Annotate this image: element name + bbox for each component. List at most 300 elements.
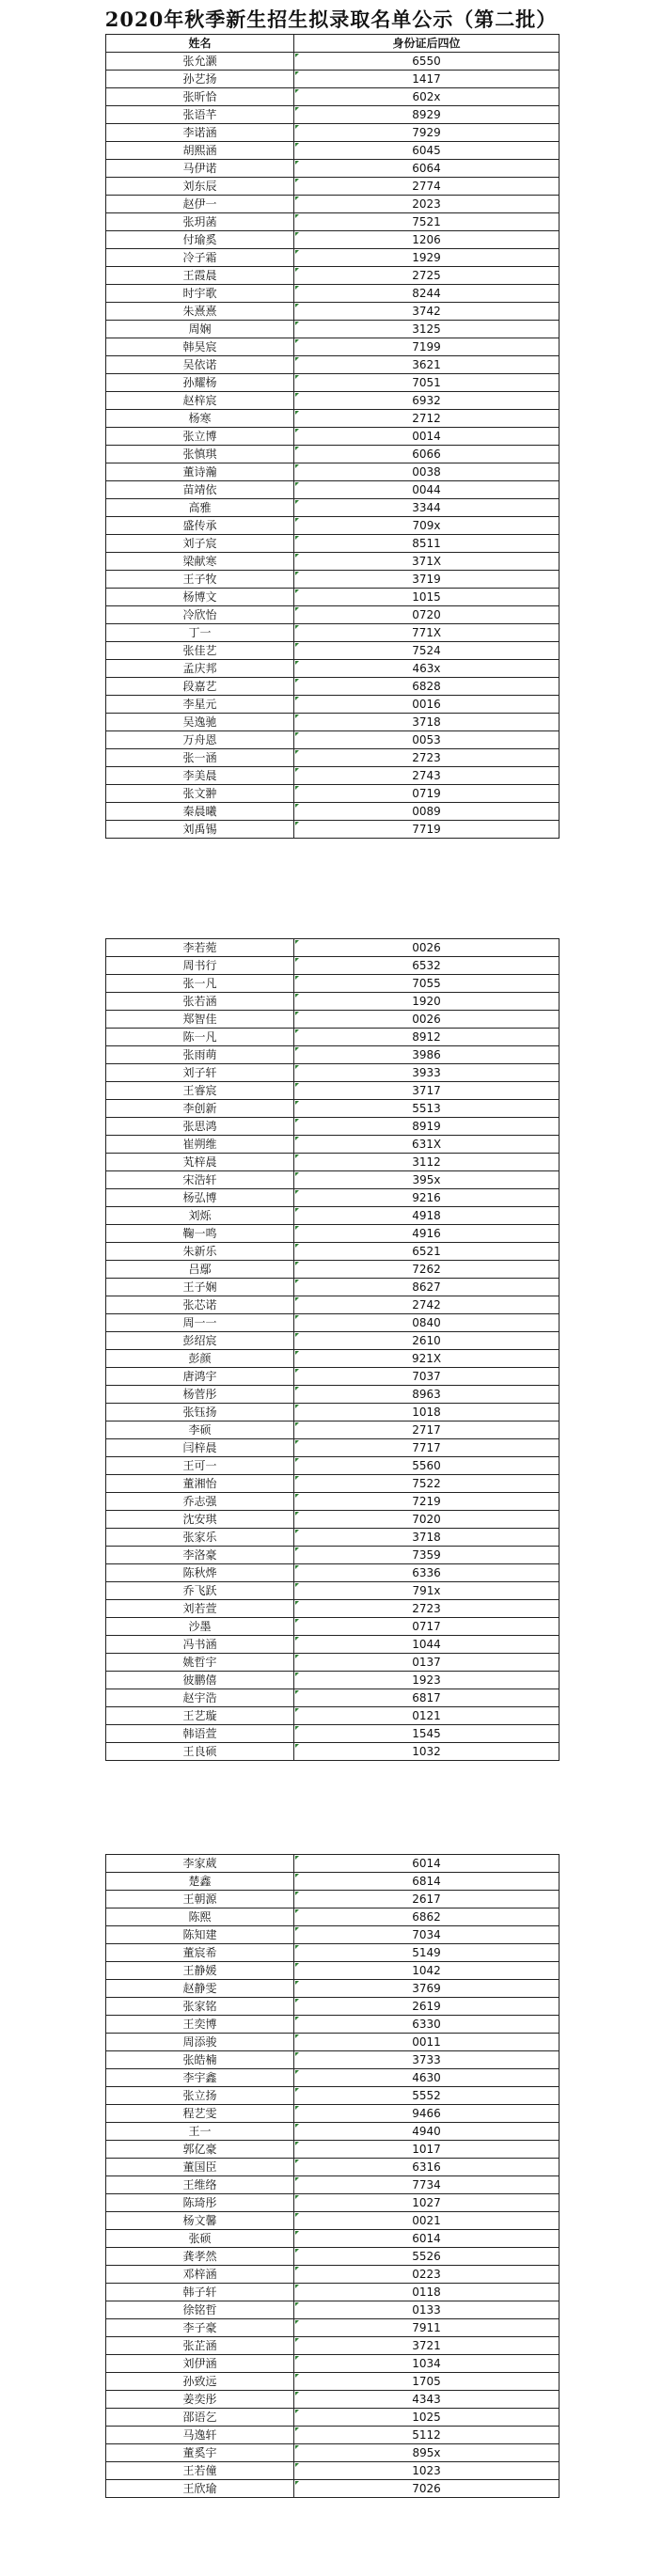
student-name-cell: 陈熙 — [106, 1908, 294, 1926]
table-row — [106, 124, 560, 142]
id-last-four-cell: 7026 — [294, 2480, 560, 2498]
student-name-cell: 杨弘博 — [106, 1189, 294, 1207]
table-row — [106, 392, 560, 410]
table-row — [106, 1082, 560, 1100]
id-last-four-cell: 5526 — [294, 2248, 560, 2266]
student-name-cell: 张一涵 — [106, 749, 294, 767]
student-name-cell: 赵梓宸 — [106, 392, 294, 410]
table-row — [106, 1944, 560, 1962]
table-row — [106, 553, 560, 571]
student-name-cell: 马伊诺 — [106, 160, 294, 178]
admission-table-part-2 — [105, 938, 560, 1761]
student-name-cell: 苗靖依 — [106, 481, 294, 499]
id-last-four-cell: 6932 — [294, 392, 560, 410]
student-name-cell: 赵伊一 — [106, 196, 294, 213]
student-name-cell: 丁一 — [106, 624, 294, 642]
id-last-four-cell: 395x — [294, 1171, 560, 1189]
student-name-cell: 刘若萱 — [106, 1600, 294, 1618]
id-last-four-cell: 1034 — [294, 2355, 560, 2373]
student-name-cell: 彭颜 — [106, 1350, 294, 1368]
student-name-cell: 张昕恰 — [106, 88, 294, 106]
table-row — [106, 2427, 560, 2444]
student-name-cell: 秦晨曦 — [106, 803, 294, 821]
student-name-cell: 陈秋烨 — [106, 1564, 294, 1582]
id-last-four-cell: 1044 — [294, 1636, 560, 1654]
id-last-four-cell: 1705 — [294, 2373, 560, 2391]
table-row — [106, 2051, 560, 2069]
student-name-cell: 乔飞跃 — [106, 1582, 294, 1600]
id-last-four-cell: 0026 — [294, 939, 560, 957]
table-row — [106, 1296, 560, 1314]
student-name-cell: 陈琦彤 — [106, 2194, 294, 2212]
table-row — [106, 53, 560, 71]
id-last-four-cell: 771X — [294, 624, 560, 642]
id-last-four-cell: 7717 — [294, 1439, 560, 1457]
id-last-four-cell: 602x — [294, 88, 560, 106]
table-row — [106, 2391, 560, 2409]
student-name-cell: 李宇鑫 — [106, 2069, 294, 2087]
id-last-four-cell: 3933 — [294, 1064, 560, 1082]
table-row — [106, 374, 560, 392]
table-row — [106, 2266, 560, 2284]
table-row — [106, 1422, 560, 1439]
id-last-four-cell: 2610 — [294, 1332, 560, 1350]
table-row — [106, 1207, 560, 1225]
id-last-four-cell: 3769 — [294, 1980, 560, 1998]
table-row — [106, 2194, 560, 2212]
id-last-four-cell: 6330 — [294, 2016, 560, 2034]
id-last-four-cell: 7037 — [294, 1368, 560, 1386]
id-last-four-cell: 3344 — [294, 499, 560, 517]
student-name-cell: 付瑜奚 — [106, 231, 294, 249]
id-last-four-cell: 6828 — [294, 678, 560, 696]
student-name-cell: 董宸希 — [106, 1944, 294, 1962]
student-name-cell: 吕鄢 — [106, 1261, 294, 1279]
table-row — [106, 2016, 560, 2034]
student-name-cell: 张慎琪 — [106, 446, 294, 463]
id-last-four-cell: 921X — [294, 1350, 560, 1368]
student-name-cell: 王一 — [106, 2123, 294, 2141]
student-name-cell: 杨博文 — [106, 589, 294, 606]
student-name-cell: 刘伊涵 — [106, 2355, 294, 2373]
table-row — [106, 499, 560, 517]
student-name-cell: 万舟恩 — [106, 731, 294, 749]
table-row — [106, 1279, 560, 1296]
table-row — [106, 1873, 560, 1891]
table-row — [106, 821, 560, 839]
table-row — [106, 939, 560, 957]
id-last-four-cell: 6336 — [294, 1564, 560, 1582]
id-column-header: 身份证后四位 — [294, 35, 560, 53]
table-row — [106, 196, 560, 213]
table-row — [106, 535, 560, 553]
student-name-cell: 张文翀 — [106, 785, 294, 803]
student-name-cell: 张皓楠 — [106, 2051, 294, 2069]
id-last-four-cell: 0038 — [294, 463, 560, 481]
table-row — [106, 1154, 560, 1171]
table-row — [106, 1404, 560, 1422]
table-row — [106, 1350, 560, 1368]
id-last-four-cell: 0121 — [294, 1707, 560, 1725]
id-last-four-cell: 3721 — [294, 2337, 560, 2355]
table-row — [106, 88, 560, 106]
table-row — [106, 213, 560, 231]
student-name-cell: 高雅 — [106, 499, 294, 517]
student-name-cell: 程艺雯 — [106, 2105, 294, 2123]
student-name-cell: 邓梓涵 — [106, 2266, 294, 2284]
table-row — [106, 2212, 560, 2230]
id-last-four-cell: 9466 — [294, 2105, 560, 2123]
id-last-four-cell: 6817 — [294, 1689, 560, 1707]
id-last-four-cell: 1032 — [294, 1743, 560, 1761]
table-row — [106, 2373, 560, 2391]
id-last-four-cell: 7051 — [294, 374, 560, 392]
table-row — [106, 1564, 560, 1582]
student-name-cell: 彼鹏僖 — [106, 1672, 294, 1689]
table-row — [106, 785, 560, 803]
table-row — [106, 993, 560, 1011]
student-name-cell: 芄梓晨 — [106, 1154, 294, 1171]
table-row — [106, 1582, 560, 1600]
table-row — [106, 660, 560, 678]
table-row — [106, 975, 560, 993]
id-last-four-cell: 8919 — [294, 1118, 560, 1136]
student-name-cell: 赵静雯 — [106, 1980, 294, 1998]
table-row — [106, 2248, 560, 2266]
student-name-cell: 张允灏 — [106, 53, 294, 71]
student-name-cell: 李若菀 — [106, 939, 294, 957]
student-name-cell: 彭绍宸 — [106, 1332, 294, 1350]
student-name-cell: 梁献寒 — [106, 553, 294, 571]
table-row — [106, 1189, 560, 1207]
student-name-cell: 姚哲宇 — [106, 1654, 294, 1672]
id-last-four-cell: 2725 — [294, 267, 560, 285]
id-last-four-cell: 2712 — [294, 410, 560, 428]
table-row — [106, 624, 560, 642]
id-last-four-cell: 6014 — [294, 1855, 560, 1873]
student-name-cell: 王子娴 — [106, 1279, 294, 1296]
table-row — [106, 2355, 560, 2373]
student-name-cell: 龚孝然 — [106, 2248, 294, 2266]
id-last-four-cell: 3742 — [294, 303, 560, 321]
table-header-row — [106, 35, 560, 53]
table-row — [106, 749, 560, 767]
id-last-four-cell: 0118 — [294, 2284, 560, 2301]
table-row — [106, 2141, 560, 2159]
student-name-cell: 张雨萌 — [106, 1046, 294, 1064]
student-name-cell: 王子牧 — [106, 571, 294, 589]
student-name-cell: 韩昊宸 — [106, 338, 294, 356]
id-last-four-cell: 3986 — [294, 1046, 560, 1064]
id-last-four-cell: 0137 — [294, 1654, 560, 1672]
student-name-cell: 张语芊 — [106, 106, 294, 124]
student-name-cell: 刘禹锡 — [106, 821, 294, 839]
table-row — [106, 1064, 560, 1082]
table-row — [106, 1707, 560, 1725]
table-row — [106, 1891, 560, 1908]
student-name-cell: 王艺璇 — [106, 1707, 294, 1725]
student-name-cell: 沈安琪 — [106, 1511, 294, 1529]
id-last-four-cell: 5513 — [294, 1100, 560, 1118]
table-row — [106, 1493, 560, 1511]
table-row — [106, 1171, 560, 1189]
id-last-four-cell: 7522 — [294, 1475, 560, 1493]
table-row — [106, 463, 560, 481]
student-name-cell: 周书行 — [106, 957, 294, 975]
id-last-four-cell: 6045 — [294, 142, 560, 160]
student-name-cell: 崔朔维 — [106, 1136, 294, 1154]
table-row — [106, 1672, 560, 1689]
student-name-cell: 楚鑫 — [106, 1873, 294, 1891]
table-row — [106, 1118, 560, 1136]
student-name-cell: 李洛豪 — [106, 1547, 294, 1564]
student-name-cell: 杨菅彤 — [106, 1386, 294, 1404]
table-row — [106, 1636, 560, 1654]
table-row — [106, 1314, 560, 1332]
id-last-four-cell: 1015 — [294, 589, 560, 606]
id-last-four-cell: 3718 — [294, 1529, 560, 1547]
student-name-cell: 李子豪 — [106, 2319, 294, 2337]
student-name-cell: 王欣瑜 — [106, 2480, 294, 2498]
student-name-cell: 张家铭 — [106, 1998, 294, 2016]
id-last-four-cell: 791x — [294, 1582, 560, 1600]
id-last-four-cell: 1206 — [294, 231, 560, 249]
id-last-four-cell: 371X — [294, 553, 560, 571]
table-row — [106, 2123, 560, 2141]
table-row — [106, 2105, 560, 2123]
student-name-cell: 冷子霜 — [106, 249, 294, 267]
id-last-four-cell: 895x — [294, 2444, 560, 2462]
student-name-cell: 张芯诺 — [106, 1296, 294, 1314]
table-row — [106, 1529, 560, 1547]
student-name-cell: 周添骏 — [106, 2034, 294, 2051]
id-last-four-cell: 7034 — [294, 1926, 560, 1944]
table-row — [106, 767, 560, 785]
table-row — [106, 410, 560, 428]
id-last-four-cell: 7911 — [294, 2319, 560, 2337]
admission-table-part-1 — [105, 34, 560, 839]
table-row — [106, 2480, 560, 2498]
table-row — [106, 71, 560, 88]
table-row — [106, 106, 560, 124]
name-column-header: 姓名 — [106, 35, 294, 53]
student-name-cell: 刘子轩 — [106, 1064, 294, 1082]
student-name-cell: 孟庆邦 — [106, 660, 294, 678]
id-last-four-cell: 4630 — [294, 2069, 560, 2087]
table-row — [106, 1855, 560, 1873]
student-name-cell: 孙耀杨 — [106, 374, 294, 392]
student-name-cell: 李星元 — [106, 696, 294, 714]
id-last-four-cell: 7055 — [294, 975, 560, 993]
student-name-cell: 刘子宸 — [106, 535, 294, 553]
id-last-four-cell: 0026 — [294, 1011, 560, 1029]
student-name-cell: 董湘怡 — [106, 1475, 294, 1493]
id-last-four-cell: 3717 — [294, 1082, 560, 1100]
student-name-cell: 鞠一鸣 — [106, 1225, 294, 1243]
id-last-four-cell: 6862 — [294, 1908, 560, 1926]
id-last-four-cell: 6521 — [294, 1243, 560, 1261]
id-last-four-cell: 1923 — [294, 1672, 560, 1689]
id-last-four-cell: 5112 — [294, 2427, 560, 2444]
table-row — [106, 1926, 560, 1944]
table-row — [106, 517, 560, 535]
table-row — [106, 1725, 560, 1743]
student-name-cell: 李创新 — [106, 1100, 294, 1118]
id-last-four-cell: 5149 — [294, 1944, 560, 1962]
id-last-four-cell: 5560 — [294, 1457, 560, 1475]
table-row — [106, 2462, 560, 2480]
table-row — [106, 571, 560, 589]
student-name-cell: 杨寒 — [106, 410, 294, 428]
id-last-four-cell: 7734 — [294, 2176, 560, 2194]
id-last-four-cell: 6814 — [294, 1873, 560, 1891]
student-name-cell: 董国臣 — [106, 2159, 294, 2176]
id-last-four-cell: 8627 — [294, 1279, 560, 1296]
id-last-four-cell: 4916 — [294, 1225, 560, 1243]
table-row — [106, 803, 560, 821]
student-name-cell: 徐铭哲 — [106, 2301, 294, 2319]
student-name-cell: 王良硕 — [106, 1743, 294, 1761]
id-last-four-cell: 6066 — [294, 446, 560, 463]
table-row — [106, 1547, 560, 1564]
table-row — [106, 1600, 560, 1618]
student-name-cell: 王维络 — [106, 2176, 294, 2194]
table-row — [106, 2319, 560, 2337]
table-row — [106, 1029, 560, 1046]
table-row — [106, 589, 560, 606]
id-last-four-cell: 8912 — [294, 1029, 560, 1046]
id-last-four-cell: 7199 — [294, 338, 560, 356]
id-last-four-cell: 4918 — [294, 1207, 560, 1225]
id-last-four-cell: 7262 — [294, 1261, 560, 1279]
student-name-cell: 赵宇浩 — [106, 1689, 294, 1707]
table-row — [106, 2230, 560, 2248]
id-last-four-cell: 631X — [294, 1136, 560, 1154]
student-name-cell: 张立博 — [106, 428, 294, 446]
id-last-four-cell: 7219 — [294, 1493, 560, 1511]
id-last-four-cell: 3112 — [294, 1154, 560, 1171]
student-name-cell: 周一一 — [106, 1314, 294, 1332]
table-row — [106, 160, 560, 178]
id-last-four-cell: 2774 — [294, 178, 560, 196]
student-name-cell: 李硕 — [106, 1422, 294, 1439]
id-last-four-cell: 2023 — [294, 196, 560, 213]
table-row — [106, 696, 560, 714]
admission-table-part-3 — [105, 1854, 560, 2498]
table-row — [106, 1908, 560, 1926]
student-name-cell: 姜奕彤 — [106, 2391, 294, 2409]
table-row — [106, 2176, 560, 2194]
table-row — [106, 428, 560, 446]
student-name-cell: 冷欣怡 — [106, 606, 294, 624]
id-last-four-cell: 3719 — [294, 571, 560, 589]
table-row — [106, 1136, 560, 1154]
id-last-four-cell: 4343 — [294, 2391, 560, 2409]
id-last-four-cell: 8963 — [294, 1386, 560, 1404]
student-name-cell: 孙艺扬 — [106, 71, 294, 88]
student-name-cell: 张玥菡 — [106, 213, 294, 231]
id-last-four-cell: 0223 — [294, 2266, 560, 2284]
id-last-four-cell: 0720 — [294, 606, 560, 624]
table-row — [106, 1011, 560, 1029]
table-row — [106, 2069, 560, 2087]
student-name-cell: 韩语萱 — [106, 1725, 294, 1743]
id-last-four-cell: 463x — [294, 660, 560, 678]
student-name-cell: 邵语乞 — [106, 2409, 294, 2427]
student-name-cell: 段嘉艺 — [106, 678, 294, 696]
id-last-four-cell: 7020 — [294, 1511, 560, 1529]
id-last-four-cell: 6014 — [294, 2230, 560, 2248]
id-last-four-cell: 2723 — [294, 749, 560, 767]
student-name-cell: 刘烁 — [106, 1207, 294, 1225]
id-last-four-cell: 1920 — [294, 993, 560, 1011]
table-row — [106, 2284, 560, 2301]
student-name-cell: 刘东辰 — [106, 178, 294, 196]
table-row — [106, 2087, 560, 2105]
table-row — [106, 642, 560, 660]
table-row — [106, 142, 560, 160]
student-name-cell: 张立扬 — [106, 2087, 294, 2105]
student-name-cell: 马逸轩 — [106, 2427, 294, 2444]
student-name-cell: 王静媛 — [106, 1962, 294, 1980]
id-last-four-cell: 9216 — [294, 1189, 560, 1207]
id-last-four-cell: 8511 — [294, 535, 560, 553]
id-last-four-cell: 1929 — [294, 249, 560, 267]
table-row — [106, 678, 560, 696]
student-name-cell: 吴依诺 — [106, 356, 294, 374]
id-last-four-cell: 5552 — [294, 2087, 560, 2105]
id-last-four-cell: 0717 — [294, 1618, 560, 1636]
table-row — [106, 2301, 560, 2319]
id-last-four-cell: 7521 — [294, 213, 560, 231]
student-name-cell: 孙致远 — [106, 2373, 294, 2391]
id-last-four-cell: 3733 — [294, 2051, 560, 2069]
table-row — [106, 1386, 560, 1404]
id-last-four-cell: 0133 — [294, 2301, 560, 2319]
table-row — [106, 267, 560, 285]
table-row — [106, 1100, 560, 1118]
id-last-four-cell: 7929 — [294, 124, 560, 142]
student-name-cell: 盛传承 — [106, 517, 294, 535]
id-last-four-cell: 1545 — [294, 1725, 560, 1743]
student-name-cell: 李家葳 — [106, 1855, 294, 1873]
id-last-four-cell: 3621 — [294, 356, 560, 374]
student-name-cell: 杨文馨 — [106, 2212, 294, 2230]
student-name-cell: 沙墨 — [106, 1618, 294, 1636]
student-name-cell: 韩子轩 — [106, 2284, 294, 2301]
table-row — [106, 2159, 560, 2176]
table-row — [106, 2337, 560, 2355]
student-name-cell: 董诗瀚 — [106, 463, 294, 481]
id-last-four-cell: 6550 — [294, 53, 560, 71]
id-last-four-cell: 0021 — [294, 2212, 560, 2230]
id-last-four-cell: 0089 — [294, 803, 560, 821]
student-name-cell: 朱熹熹 — [106, 303, 294, 321]
id-last-four-cell: 7359 — [294, 1547, 560, 1564]
table-row — [106, 481, 560, 499]
table-row — [106, 1962, 560, 1980]
id-last-four-cell: 1018 — [294, 1404, 560, 1422]
table-row — [106, 178, 560, 196]
student-name-cell: 张家乐 — [106, 1529, 294, 1547]
table-row — [106, 338, 560, 356]
id-last-four-cell: 2717 — [294, 1422, 560, 1439]
id-last-four-cell: 1017 — [294, 2141, 560, 2159]
table-row — [106, 356, 560, 374]
student-name-cell: 王霞晨 — [106, 267, 294, 285]
student-name-cell: 张佳艺 — [106, 642, 294, 660]
table-row — [106, 1511, 560, 1529]
